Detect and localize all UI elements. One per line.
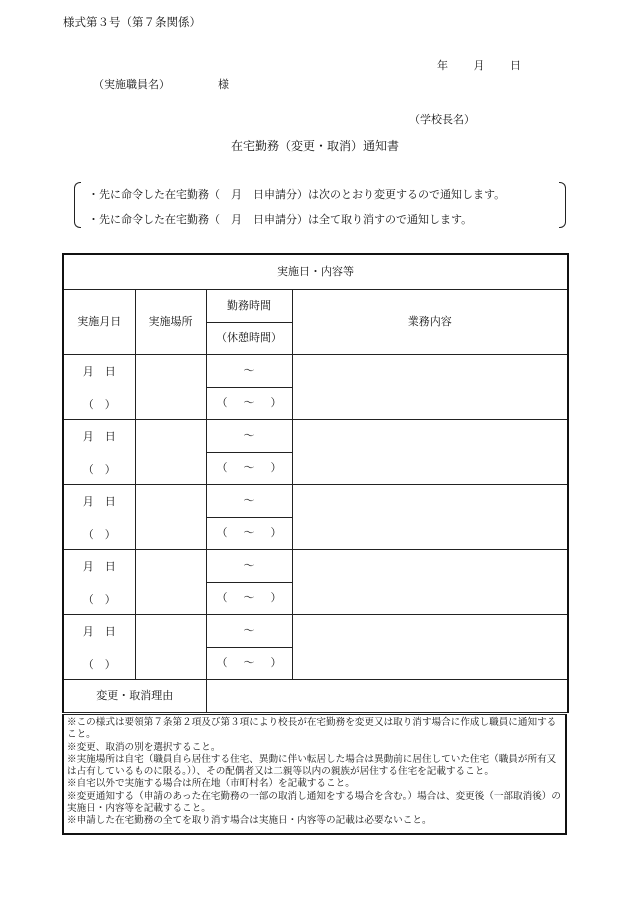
reason-input[interactable]: [206, 679, 568, 712]
addressee: [93, 76, 229, 92]
weekday-label: （ ）: [82, 397, 116, 411]
date-label: 月 日: [82, 494, 116, 508]
principal-name: （学校長名）: [409, 113, 475, 126]
weekday-label: （ ）: [82, 527, 116, 541]
form-number: 様式第３号（第７条関係）: [63, 15, 201, 29]
hours-cell[interactable]: ～: [206, 614, 292, 647]
date-month-label: 月: [473, 59, 485, 72]
date-cell[interactable]: [63, 354, 135, 419]
header-date: 実施月日: [63, 289, 135, 354]
content-cell[interactable]: [292, 419, 568, 484]
option-change[interactable]: ・先に命令した在宅勤務（ 月 日申請分）は次のとおり変更するので通知します。: [88, 188, 506, 201]
schedule-table: [62, 253, 569, 713]
hours-cell[interactable]: ～: [206, 354, 292, 387]
content-cell[interactable]: [292, 614, 568, 679]
note-item: ※変更通知する（申請のあった在宅勤務の一部の取消し通知をする場合を含む。）場合は、変更後（一部取消後）の実施日・内容等を記載すること。: [67, 790, 561, 815]
right-brace: [559, 182, 566, 228]
hours-cell[interactable]: ～: [206, 419, 292, 452]
place-cell[interactable]: [135, 614, 206, 679]
reason-label: 変更・取消理由: [63, 679, 206, 712]
notes-section: [62, 714, 567, 835]
date-day-label: 日: [510, 59, 521, 72]
break-cell[interactable]: （ ～ ）: [206, 452, 292, 484]
header-content: 業務内容: [292, 289, 568, 354]
break-cell[interactable]: （ ～ ）: [206, 582, 292, 614]
weekday-label: （ ）: [82, 592, 116, 606]
date-line: [437, 57, 543, 73]
content-cell[interactable]: [292, 549, 568, 614]
date-cell[interactable]: [63, 549, 135, 614]
note-item: ※変更、取消の別を選択すること。: [67, 741, 221, 753]
break-cell[interactable]: （ ～ ）: [206, 517, 292, 549]
note-item: ※自宅以外で実施する場合は所在地（市町村名）を記載すること。: [67, 778, 355, 790]
place-cell[interactable]: [135, 354, 206, 419]
hours-cell[interactable]: ～: [206, 549, 292, 582]
header-break: （休憩時間）: [206, 322, 292, 354]
option-cancel[interactable]: ・先に命令した在宅勤務（ 月 日申請分）は全て取り消すので通知します。: [88, 213, 473, 226]
content-cell[interactable]: [292, 354, 568, 419]
date-label: 月 日: [82, 364, 116, 378]
weekday-label: （ ）: [82, 657, 116, 671]
weekday-label: （ ）: [82, 462, 116, 476]
header-place: 実施場所: [135, 289, 206, 354]
date-year-label: 年: [437, 59, 448, 72]
break-cell[interactable]: （ ～ ）: [206, 387, 292, 419]
place-cell[interactable]: [135, 484, 206, 549]
document-title: 在宅勤務（変更・取消）通知書: [230, 139, 399, 153]
honorific: 様: [218, 78, 229, 91]
date-cell[interactable]: [63, 484, 135, 549]
note-item: ※申請した在宅勤務の全てを取り消す場合は実施日・内容等の記載は必要ないこと。: [67, 815, 432, 827]
place-cell[interactable]: [135, 419, 206, 484]
content-cell[interactable]: [292, 484, 568, 549]
date-cell[interactable]: [63, 614, 135, 679]
date-label: 月 日: [82, 624, 116, 638]
addressee-name: （実施職員名）: [93, 78, 170, 91]
note-item: ※実施場所は自宅（職員自ら居住する住宅、異動に伴い転居した場合は異動前に居住していた住宅（職員が所有又は占有しているものに限る。））、その配偶者又は二親等以内の親族が居住する住宅を記載すること。: [67, 753, 557, 778]
section-title: 実施日・内容等: [63, 254, 568, 289]
hours-cell[interactable]: ～: [206, 484, 292, 517]
header-hours: 勤務時間: [206, 289, 292, 322]
left-brace: [74, 182, 81, 228]
date-label: 月 日: [82, 429, 116, 443]
break-cell[interactable]: （ ～ ）: [206, 647, 292, 679]
date-cell[interactable]: [63, 419, 135, 484]
date-label: 月 日: [82, 559, 116, 573]
place-cell[interactable]: [135, 549, 206, 614]
note-item: ※この様式は要領第７条第２項及び第３項により校長が在宅勤務を変更又は取り消す場合に作成し職員に通知すること。: [67, 717, 557, 741]
